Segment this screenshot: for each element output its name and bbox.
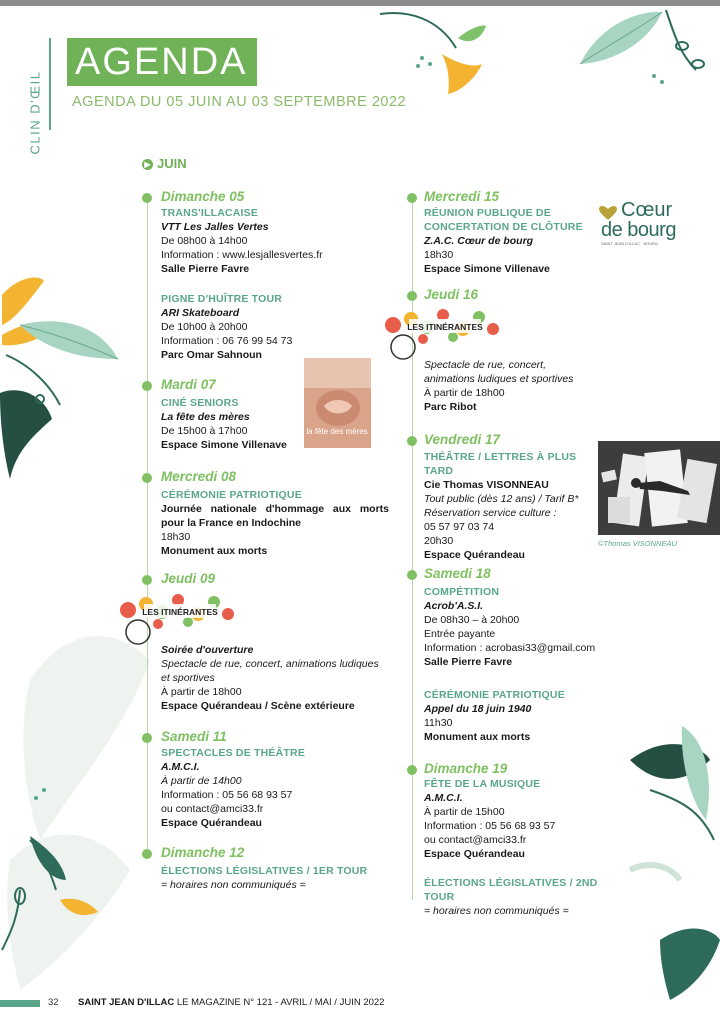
event-title: ÉLECTIONS LÉGISLATIVES / 1ER TOUR <box>161 865 368 877</box>
timeline-node <box>142 473 152 483</box>
banner-text: LES ITINÉRANTES <box>407 322 483 332</box>
event-time: De 08h30 – à 20h00 <box>424 614 520 626</box>
page-title-box <box>67 38 257 86</box>
event-info: Information : 06 76 99 54 73 <box>161 335 293 347</box>
event-title: PIGNE D'HUÎTRE TOUR <box>161 293 283 305</box>
event-time: De 15h00 à 17h00 <box>161 425 248 437</box>
event-place: Salle Pierre Favre <box>161 263 250 275</box>
event-time: À partir de 14h00 <box>161 775 242 787</box>
event-organizer: A.M.C.I. <box>161 761 200 773</box>
chevron-right-icon: ▶ <box>142 159 153 170</box>
footer-issue: LE MAGAZINE N° 121 - AVRIL / MAI / JUIN 2022 <box>174 997 385 1008</box>
day-heading: Dimanche 05 <box>161 189 245 204</box>
day-heading: Mardi 07 <box>161 377 216 392</box>
event-title: RÉUNION PUBLIQUE DE CONCERTATION DE CLÔTURE <box>424 207 583 233</box>
event-description: Spectacle de rue, concert, <box>424 359 546 371</box>
event-block <box>161 746 389 830</box>
event-place: Espace Simone Villenave <box>161 439 287 451</box>
leaf-decoration-top-center <box>378 8 488 98</box>
event-info: Information : 05 56 68 93 57 <box>161 789 293 801</box>
event-block <box>424 777 604 861</box>
event-subject: Z.A.C. Cœur de bourg <box>424 235 534 247</box>
timeline-node <box>407 291 417 301</box>
event-time: À partir de 18h00 <box>161 686 242 698</box>
page-subtitle: AGENDA DU 05 JUIN AU 03 SEPTEMBRE 2022 <box>72 94 407 110</box>
event-title: THÉÂTRE / LETTRES À PLUS TARD <box>424 451 577 477</box>
event-title: FÊTE DE LA MUSIQUE <box>424 778 541 790</box>
event-place: Parc Omar Sahnoun <box>161 349 262 361</box>
footer-text <box>78 997 384 1008</box>
timeline-node <box>407 570 417 580</box>
page-number: 32 <box>48 997 59 1008</box>
event-organizer: Acrob'A.S.I. <box>424 600 484 612</box>
event-block <box>424 585 604 669</box>
logo-tagline: SAINT JEAN D'ILLAC · BOURG <box>601 241 659 246</box>
event-subject: Appel du 18 juin 1940 <box>424 703 532 715</box>
event-time: 18h30 <box>424 249 454 261</box>
event-title: ÉLECTIONS LÉGISLATIVES / 2ND TOUR <box>424 877 598 903</box>
event-info: Information : acrobasi33@gmail.com <box>424 642 596 654</box>
event-film: La fête des mères <box>161 411 250 423</box>
theatre-photo <box>598 441 720 535</box>
leaf-decoration-bottom-right <box>610 720 720 1020</box>
month-label: JUIN <box>157 156 187 171</box>
leaf-decoration-bottom-left <box>0 600 170 1000</box>
day-heading: Samedi 18 <box>424 566 491 581</box>
event-place: Espace Quérandeau / Scène extérieure <box>161 700 355 712</box>
page-title: AGENDA <box>75 41 248 83</box>
event-time: 11h30 <box>424 717 453 729</box>
timeline-node <box>142 575 152 585</box>
day-heading: Samedi 11 <box>161 729 227 744</box>
timeline-node <box>407 765 417 775</box>
event-note: = horaires non communiqués = <box>424 905 569 917</box>
event-organizer: ARI Skateboard <box>161 307 240 319</box>
logo-line-2: de bourg <box>601 219 676 241</box>
les-itinerantes-banner <box>383 303 505 363</box>
event-time: De 08h00 à 14h00 <box>161 235 248 247</box>
timeline-node <box>407 436 417 446</box>
poster-title: la fête des mères <box>306 427 368 436</box>
event-block <box>161 488 389 558</box>
event-block <box>424 876 624 918</box>
event-info: Entrée payante <box>424 628 496 640</box>
timeline-node <box>142 849 152 859</box>
logo-line-1: Cœur <box>621 199 673 221</box>
event-place: Monument aux morts <box>424 731 531 743</box>
timeline-node <box>407 193 417 203</box>
timeline-line-right <box>412 196 413 900</box>
event-time: 20h30 <box>424 535 454 547</box>
event-info: ou contact@amci33.fr <box>424 834 527 846</box>
event-info: Réservation service culture : <box>424 507 557 519</box>
event-block <box>161 206 401 276</box>
event-place: Espace Simone Villenave <box>424 263 550 275</box>
section-side-label: CLIN D'ŒIL <box>27 70 43 155</box>
day-heading: Vendredi 17 <box>424 432 501 447</box>
month-heading <box>142 156 187 171</box>
event-time: À partir de 15h00 <box>424 806 505 818</box>
event-company: Cie Thomas VISONNEAU <box>424 479 549 491</box>
banner-text: LES ITINÉRANTES <box>142 607 218 617</box>
event-description: Journée nationale d'hommage aux morts pour la France en Indochine <box>161 503 389 529</box>
event-title: COMPÉTITION <box>424 586 500 598</box>
event-place: Monument aux morts <box>161 545 268 557</box>
film-poster-image <box>304 358 371 448</box>
event-block <box>161 292 401 362</box>
event-block <box>161 864 389 892</box>
event-time: À partir de 18h00 <box>424 387 505 399</box>
day-heading: Dimanche 19 <box>424 761 508 776</box>
timeline-node <box>142 733 152 743</box>
event-phone: 05 57 97 03 74 <box>424 521 495 533</box>
event-time: 18h30 <box>161 531 191 543</box>
leaf-decoration-top-right <box>570 4 720 94</box>
timeline-node <box>142 381 152 391</box>
event-place: Salle Pierre Favre <box>424 656 513 668</box>
event-info: Information : 05 56 68 93 57 <box>424 820 556 832</box>
page-footer <box>0 996 720 1012</box>
event-block <box>161 396 301 452</box>
event-organizer: VTT Les Jalles Vertes <box>161 221 269 233</box>
event-block <box>424 206 594 276</box>
footer-bar <box>0 1000 40 1007</box>
day-heading: Dimanche 12 <box>161 845 245 860</box>
event-place: Espace Quérandeau <box>424 848 525 860</box>
footer-brand: SAINT JEAN D'ILLAC <box>78 997 175 1008</box>
timeline-line-left <box>147 196 148 856</box>
leaf-decoration-left-middle <box>0 275 125 485</box>
event-title: TRANS'ILLACAISE <box>161 207 259 219</box>
event-info: Information : www.lesjallesvertes.fr <box>161 249 323 261</box>
event-place: Espace Quérandeau <box>424 549 525 561</box>
event-info: Tout public (dès 12 ans) / Tarif B* <box>424 493 579 505</box>
day-heading: Jeudi 09 <box>161 571 216 586</box>
event-organizer: A.M.C.I. <box>424 792 463 804</box>
event-title: SPECTACLES DE THÉÂTRE <box>161 747 306 759</box>
event-title: CÉRÉMONIE PATRIOTIQUE <box>424 689 565 701</box>
event-name: Soirée d'ouverture <box>161 644 254 656</box>
event-note: = horaires non communiqués = <box>161 879 306 891</box>
timeline-node <box>142 193 152 203</box>
event-title: CÉRÉMONIE PATRIOTIQUE <box>161 489 302 501</box>
event-block <box>424 450 596 562</box>
coeur-de-bourg-logo <box>599 199 679 253</box>
event-block <box>161 643 389 713</box>
les-itinerantes-banner <box>118 588 240 648</box>
event-description: Spectacle de rue, concert, animations ludiques et sportives <box>161 658 379 684</box>
event-time: De 10h00 à 20h00 <box>161 321 248 333</box>
day-heading: Jeudi 16 <box>424 287 479 302</box>
photo-credit: ©Thomas VISONNEAU <box>598 539 677 548</box>
event-place: Espace Quérandeau <box>161 817 262 829</box>
day-heading: Mercredi 15 <box>424 189 500 204</box>
event-place: Parc Ribot <box>424 401 477 413</box>
event-description: animations ludiques et sportives <box>424 373 574 385</box>
side-divider <box>49 38 51 130</box>
day-heading: Mercredi 08 <box>161 469 237 484</box>
event-block <box>424 358 594 414</box>
event-info: ou contact@amci33.fr <box>161 803 264 815</box>
event-block <box>424 688 604 744</box>
event-title: CINÉ SENIORS <box>161 397 239 409</box>
